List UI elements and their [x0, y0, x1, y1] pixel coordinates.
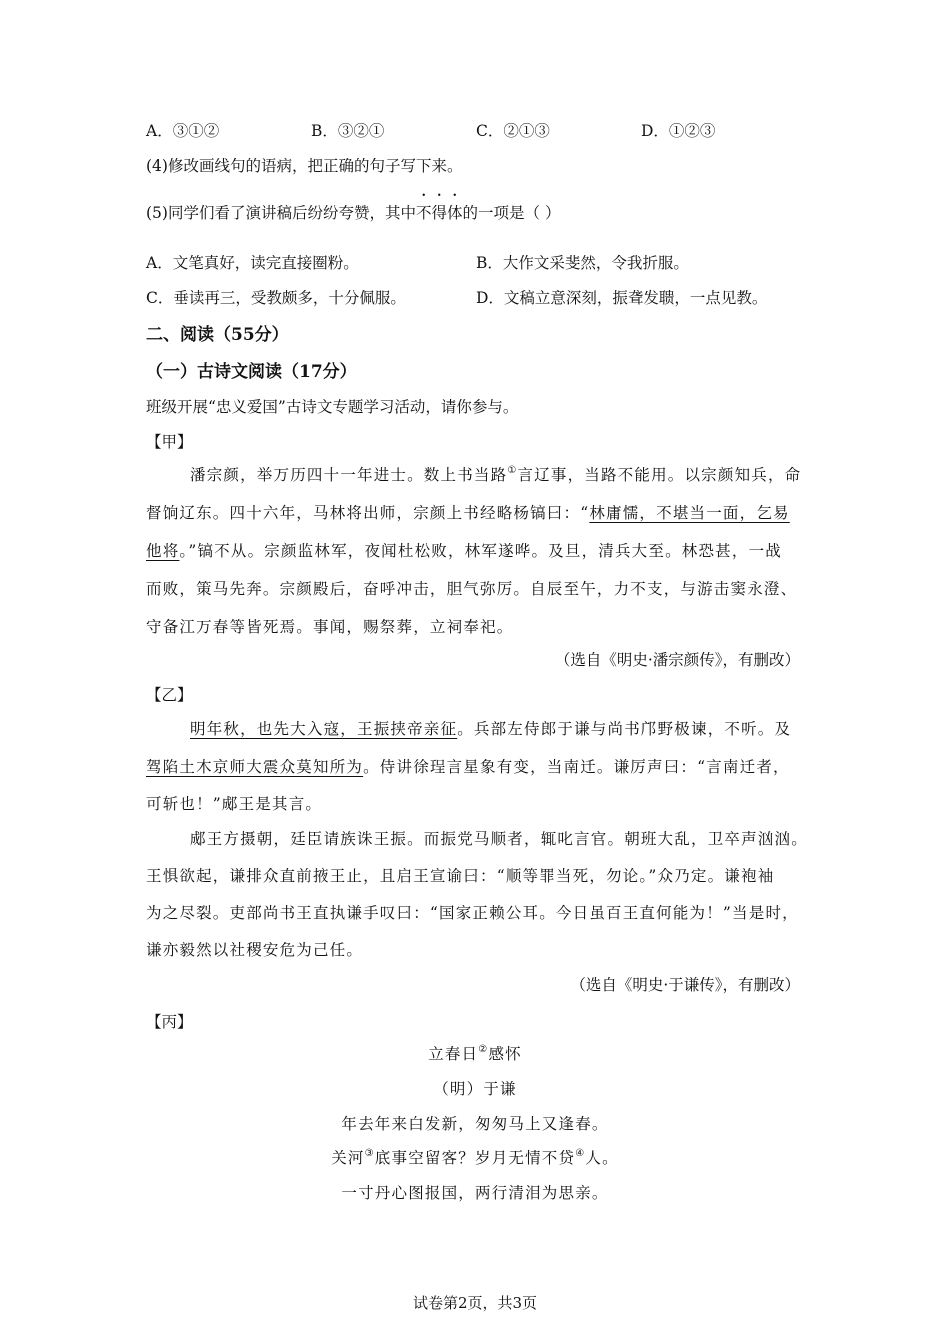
jia-line-4: 而败，策马先奔。宗颜殿后，奋呼冲击，胆气弥厉。自辰至午，力不支，与游击窦永澄、	[146, 580, 798, 598]
q5-option-c[interactable]: C．垂读再三，受教颇多，十分佩服。	[146, 289, 406, 307]
jia-line-3: 他将。”镐不从。宗颜监林军，夜闻杜松败，林军遂哗。及旦，清兵大至。林恐甚，一战	[146, 542, 782, 560]
yi-para2-line-2: 王惧欲起，谦排众直前掖王止，且启王宣谕曰：“顺等罪当死，勿论。”众乃定。谦袍袖	[146, 867, 775, 885]
q3-option-c[interactable]: C．②①③	[476, 122, 550, 140]
poem-title: 立春日②感怀	[428, 1044, 522, 1063]
passage-label-yi: 【乙】	[146, 686, 193, 704]
section-title: 二、阅读（55分）	[146, 325, 289, 345]
question-4: (4)修改画线句的语病，把正确的句子写下来。	[146, 157, 463, 175]
question-5	[146, 201, 560, 223]
yi-source: （选自《明史·于谦传》，有删改）	[570, 976, 800, 994]
yi-line-2: 驾陷土木京师大震众莫知所为。侍讲徐珵言星象有变，当南迁。谦厉声曰：“言南迁者，	[146, 758, 790, 776]
q5-option-b[interactable]: B．大作文采斐然，令我折服。	[476, 254, 689, 272]
q3-option-d[interactable]: D．①②③	[641, 122, 716, 140]
emphasis-dot-char: 不	[415, 204, 432, 222]
underlined-sentence: 驾陷土木京师大震众莫知所为	[146, 758, 364, 776]
passage-label-jia: 【甲】	[146, 433, 193, 451]
page-footer: 试卷第2页，共3页	[412, 1294, 538, 1312]
q5-option-a[interactable]: A．文笔真好，读完直接圈粉。	[146, 254, 359, 272]
q3-option-a[interactable]: A．③①②	[146, 122, 220, 140]
q5-option-d[interactable]: D．文稿立意深刻，振聋发聩，一点见教。	[476, 289, 768, 307]
underlined-sentence: 明年秋，也先大入寇，王振挟帝亲征	[190, 720, 458, 738]
poem-line-1: 年去年来白发新，匆匆马上又逢春。	[341, 1115, 609, 1133]
intro-text: 班级开展“忠义爱国”古诗文专题学习活动，请你参与。	[146, 398, 519, 416]
jia-line-1: 潘宗颜，举万历四十一年进士。数上书当路①言辽事，当路不能用。以宗颜知兵，命	[190, 465, 802, 484]
yi-line-1: 明年秋，也先大入寇，王振挟帝亲征。兵部左侍郎于谦与尚书邝野极谏，不听。及	[190, 720, 792, 738]
poem-line-2: 关河③底事空留客？岁月无情不贷④人。	[331, 1148, 619, 1167]
underlined-sentence: 他将	[146, 542, 180, 560]
q5-text-pre: (5)同学们看了演讲稿后纷纷夸赞，其中	[146, 204, 416, 222]
yi-para2-line-3: 为之尽裂。吏部尚书王直执谦手叹曰：“国家正赖公耳。今日虽百王直何能为！”当是时，	[146, 904, 799, 922]
emphasis-dot-char: 体	[447, 204, 463, 222]
jia-source: （选自《明史·潘宗颜传》，有删改）	[554, 651, 800, 669]
q3-option-b[interactable]: B．③②①	[311, 122, 385, 140]
poem-line-3: 一寸丹心图报国，两行清泪为思亲。	[341, 1184, 609, 1202]
passage-label-bing: 【丙】	[146, 1013, 193, 1031]
q5-text-post: 的一项是（ ）	[462, 204, 561, 222]
underlined-sentence: 林庸懦，不堪当一面，乞易	[589, 504, 790, 522]
jia-line-5: 守备江万春等皆死焉。事闻，赐祭葬，立祠奉祀。	[146, 618, 514, 636]
poem-author: （明）于谦	[433, 1080, 517, 1098]
subsection-title: （一）古诗文阅读（17分）	[146, 362, 357, 382]
emphasis-dot-char: 得	[431, 204, 447, 222]
jia-line-2: 督饷辽东。四十六年，马林将出师，宗颜上书经略杨镐曰：“林庸懦，不堪当一面，乞易	[146, 504, 790, 522]
yi-line-3: 可斩也！”郕王是其言。	[146, 795, 323, 813]
yi-para2-line-4: 谦亦毅然以社稷安危为己任。	[146, 941, 364, 959]
yi-para2-line-1: 郕王方摄朝，廷臣请族诛王振。而振党马顺者，辄叱言官。朝班大乱，卫卒声汹汹。	[190, 830, 808, 848]
